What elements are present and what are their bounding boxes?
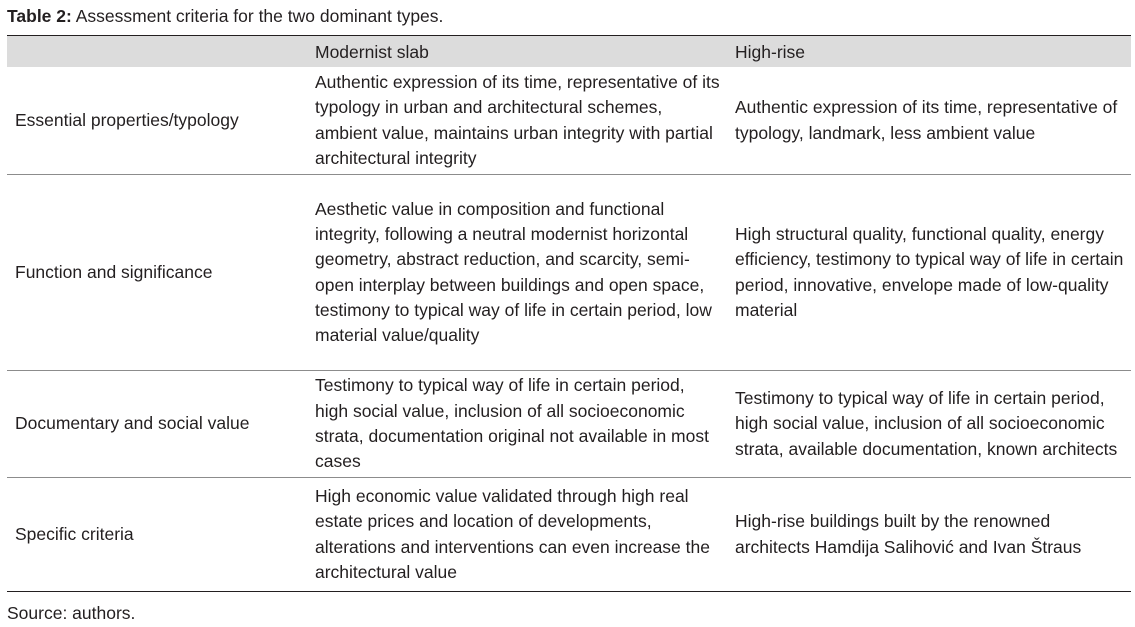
table-row bbox=[7, 478, 1131, 592]
table-caption-label: Table 2: bbox=[7, 6, 72, 26]
row-criterion: Function and significance bbox=[7, 175, 307, 371]
cell-high-rise: High structural quality, functional quality, energy efficiency, testimony to typical way of life in certain period, innovative, envelope made of low-quality material bbox=[727, 175, 1131, 371]
table-row bbox=[7, 67, 1131, 175]
header-criterion bbox=[7, 36, 307, 68]
table-header-row bbox=[7, 36, 1131, 68]
assessment-criteria-table bbox=[7, 35, 1131, 592]
header-high-rise: High-rise bbox=[727, 36, 1131, 68]
table-row bbox=[7, 175, 1131, 371]
table-caption-text: Assessment criteria for the two dominant types. bbox=[71, 6, 444, 26]
cell-modernist-slab: Authentic expression of its time, representative of its typology in urban and architectural schemes, ambient value, maintains urban integrity with partial architectural integrity bbox=[307, 67, 727, 175]
header-modernist-slab: Modernist slab bbox=[307, 36, 727, 68]
cell-modernist-slab: Aesthetic value in composition and functional integrity, following a neutral modernist horizontal geometry, abstract reduction, and scarcity, semi-open interplay between buildings and open space, testimony to typical way of life in certain period, low material value/quality bbox=[307, 175, 727, 371]
table-row bbox=[7, 371, 1131, 478]
cell-high-rise: Testimony to typical way of life in certain period, high social value, inclusion of all socioeconomic strata, available documentation, known architects bbox=[727, 371, 1131, 478]
row-criterion: Documentary and social value bbox=[7, 371, 307, 478]
cell-high-rise: Authentic expression of its time, representative of typology, landmark, less ambient value bbox=[727, 67, 1131, 175]
cell-modernist-slab: Testimony to typical way of life in certain period, high social value, inclusion of all socioeconomic strata, documentation original not available in most cases bbox=[307, 371, 727, 478]
table-source-note: Source: authors. bbox=[7, 603, 136, 623]
row-criterion: Specific criteria bbox=[7, 478, 307, 592]
row-criterion: Essential properties/typology bbox=[7, 67, 307, 175]
cell-high-rise: High-rise buildings built by the renowned architects Hamdija Salihović and Ivan Štraus bbox=[727, 478, 1131, 592]
cell-modernist-slab: High economic value validated through high real estate prices and location of developments, alterations and interventions can even increase the architectural value bbox=[307, 478, 727, 592]
table-caption bbox=[7, 4, 443, 28]
